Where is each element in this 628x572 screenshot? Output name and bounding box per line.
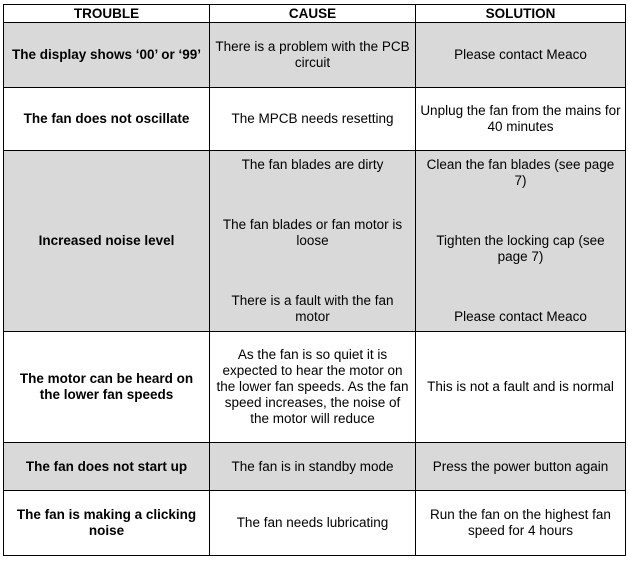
cause-cell: The MPCB needs resetting (210, 88, 416, 151)
cause-cell: As the fan is so quiet it is expected to hear the motor on the lower fan speeds. As the fan speed increases, the noise of the motor will reduce (210, 332, 416, 443)
solution-cell: This is not a fault and is normal (416, 332, 626, 443)
solution-cell: Run the fan on the highest fan speed for 4 hours (416, 491, 626, 556)
table-row (4, 23, 626, 88)
trouble-cell: The motor can be heard on the lower fan speeds (4, 332, 210, 443)
table-row (4, 332, 626, 443)
cause-cell: The fan is in standby mode (210, 443, 416, 491)
troubleshooting-table (3, 4, 626, 556)
solution-item: Please contact Meaco (454, 309, 587, 324)
header-trouble: TROUBLE (4, 5, 210, 23)
solution-cell: Press the power button again (416, 443, 626, 491)
cause-cell: There is a problem with the PCB circuit (210, 23, 416, 88)
cause-cell: The fan needs lubricating (210, 491, 416, 556)
cause-item: The fan blades or fan motor is loose (222, 217, 403, 248)
solution-item: Clean the fan blades (see page 7) (426, 157, 615, 188)
trouble-cell: The fan does not oscillate (4, 88, 210, 151)
table-row (4, 151, 626, 332)
trouble-cell: The display shows ‘00’ or ‘99’ (4, 23, 210, 88)
header-cause: CAUSE (210, 5, 416, 23)
solution-cell: Unplug the fan from the mains for 40 minutes (416, 88, 626, 151)
solution-item: Tighten the locking cap (see page 7) (436, 233, 605, 264)
header-solution: SOLUTION (416, 5, 626, 23)
table-row (4, 88, 626, 151)
solution-cell (416, 151, 626, 332)
table-row (4, 491, 626, 556)
solution-cell: Please contact Meaco (416, 23, 626, 88)
trouble-cell: The fan does not start up (4, 443, 210, 491)
cause-item: The fan blades are dirty (241, 157, 384, 172)
trouble-cell: Increased noise level (4, 151, 210, 332)
cause-item: There is a fault with the fan motor (231, 293, 394, 324)
trouble-cell: The fan is making a clicking noise (4, 491, 210, 556)
cause-cell (210, 151, 416, 332)
table-row (4, 443, 626, 491)
header-row (4, 5, 626, 23)
